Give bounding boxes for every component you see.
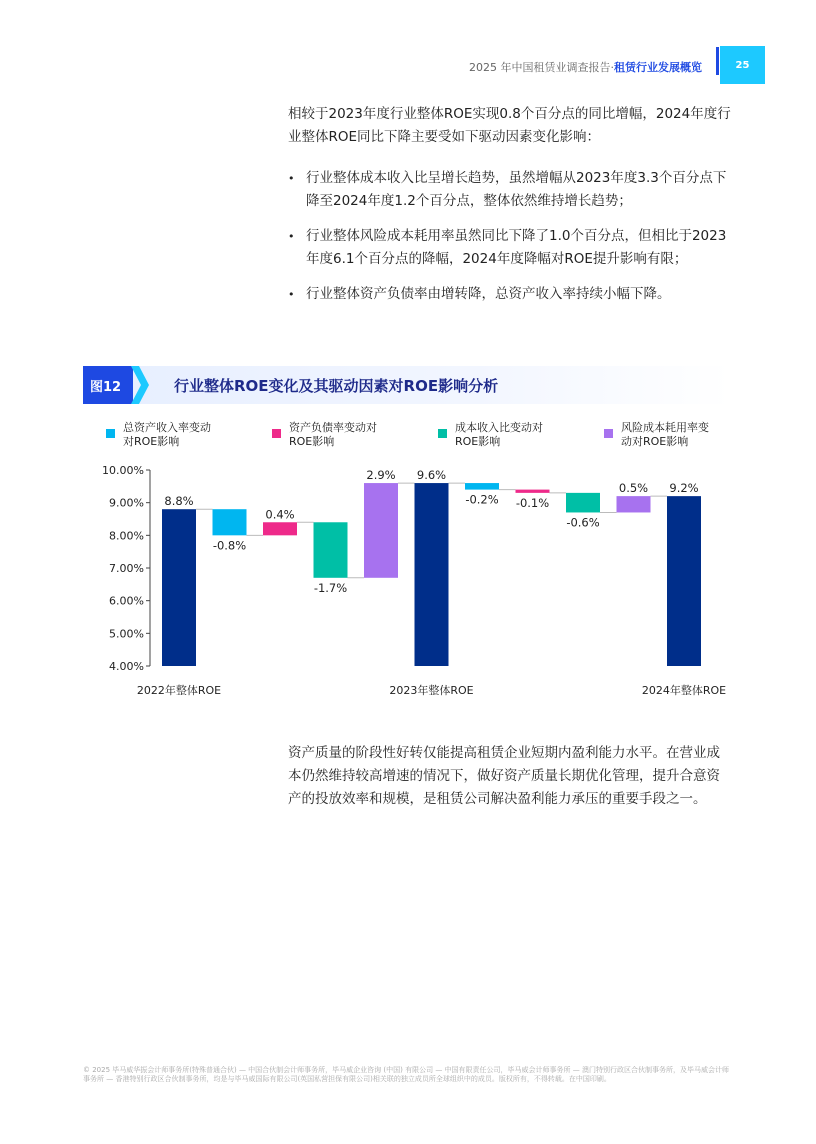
section-title: 租赁行业发展概览 xyxy=(614,61,702,74)
y-tick-label: 7.00% xyxy=(109,562,144,575)
legend-swatch xyxy=(438,429,447,438)
bullet-item: • 行业整体资产负债率由增转降，总资产收入率持续小幅下降。 xyxy=(288,283,732,306)
x-category-label: 2024年整体ROE xyxy=(641,684,727,697)
bullet-item: • 行业整体成本收入比呈增长趋势，虽然增幅从2023年度3.3个百分点下降至2024年度1.2个百分点，整体依然维持增长趋势； xyxy=(288,167,732,213)
total-bar xyxy=(162,509,196,666)
legend-item-asset-income xyxy=(123,421,211,449)
copyright-footer: © 2025 毕马威华振会计师事务所(特殊普通合伙) — 中国合伙制会计师事务所，毕马威企业咨询 (中国) 有限公司 — 中国有限责任公司，毕马威会计师事务所 — 澳门特别行政区合伙制事务所，及毕马威会计师事务所 — 香港特别行政区合伙制事务所，均是与毕马威国际有限公司(英国私营担保有限公司)相关联的独立成员所全球组织中的成员。版权所有，不得转载。在中国印刷。 xyxy=(83,1066,729,1083)
delta-bar xyxy=(465,483,499,490)
x-category-label: 2022年整体ROE xyxy=(136,684,222,697)
data-label: 0.4% xyxy=(265,507,295,522)
intro-paragraph: 相较于2023年度行业整体ROE实现0.8个百分点的同比增幅，2024年度行业整体ROE同比下降主要受如下驱动因素变化影响： xyxy=(288,106,731,145)
total-bar xyxy=(667,496,701,666)
data-label: 0.5% xyxy=(618,481,649,496)
legend-label-line: 资产负债率变动对 xyxy=(289,421,377,434)
legend-item-risk-cost xyxy=(621,421,709,449)
data-label: 8.8% xyxy=(164,494,194,509)
delta-bar xyxy=(213,509,247,535)
legend-swatch xyxy=(106,429,115,438)
legend-item-cost-income xyxy=(455,421,543,449)
legend-label-line: 动对ROE影响 xyxy=(621,435,689,448)
legend-label-line: 成本收入比变动对 xyxy=(455,421,543,434)
delta-bar xyxy=(566,493,600,513)
page-number: 25 xyxy=(735,59,750,71)
data-label: -0.8% xyxy=(212,538,247,553)
figure-tag: 图12 xyxy=(83,366,133,404)
waterfall-chart xyxy=(95,460,735,705)
figure-title: 行业整体ROE变化及其驱动因素对ROE影响分析 xyxy=(174,377,499,395)
bullet-item: • 行业整体风险成本耗用率虽然同比下降了1.0个百分点，但相比于2023年度6.1个百分点的降幅，2024年度降幅对ROE提升影响有限； xyxy=(288,225,732,271)
legend-swatch xyxy=(272,429,281,438)
delta-bar xyxy=(516,490,550,493)
legend-label-line: ROE影响 xyxy=(455,435,501,448)
total-bar xyxy=(415,483,449,666)
data-label: -0.6% xyxy=(566,515,600,530)
delta-bar xyxy=(364,483,398,578)
legend-label-line: ROE影响 xyxy=(289,435,335,448)
legend-label-line: 总资产收入率变动 xyxy=(123,421,211,434)
header-separator: · xyxy=(610,61,614,74)
header-accent-bar xyxy=(716,47,719,75)
y-tick-label: 9.00% xyxy=(109,496,144,510)
x-category-label: 2023年整体ROE xyxy=(389,684,474,697)
data-label: -0.1% xyxy=(515,495,550,510)
page-header xyxy=(469,59,702,75)
delta-bar xyxy=(617,496,651,512)
legend-item-debt-ratio xyxy=(289,421,377,449)
data-label: 9.6% xyxy=(416,468,447,483)
y-tick-label: 10.00% xyxy=(102,464,144,477)
bullet-list xyxy=(288,167,732,318)
legend-label-line: 对ROE影响 xyxy=(123,435,180,448)
data-label: 9.2% xyxy=(669,481,699,496)
data-label: -1.7% xyxy=(313,580,348,595)
chevron-right-icon xyxy=(131,366,151,404)
legend-swatch xyxy=(604,429,613,438)
y-tick-label: 8.00% xyxy=(109,529,144,543)
y-tick-label: 4.00% xyxy=(109,660,144,673)
legend-label-line: 风险成本耗用率变 xyxy=(621,421,709,434)
outro-paragraph: 资产质量的阶段性好转仅能提高租赁企业短期内盈利能力水平。在营业成本仍然维持较高增速的情况下，做好资产质量长期优化管理，提升合意资产的投放效率和规模，是租赁公司解决盈利能力承压的重要手段之一。 xyxy=(288,745,720,807)
data-label: -0.2% xyxy=(465,492,499,507)
y-tick-label: 5.00% xyxy=(109,627,144,641)
delta-bar xyxy=(263,522,297,535)
delta-bar xyxy=(314,522,348,578)
y-tick-label: 6.00% xyxy=(109,594,144,608)
page-number-badge xyxy=(720,46,765,84)
report-title: 2025 年中国租赁业调查报告 xyxy=(469,61,611,74)
data-label: 2.9% xyxy=(366,468,396,483)
